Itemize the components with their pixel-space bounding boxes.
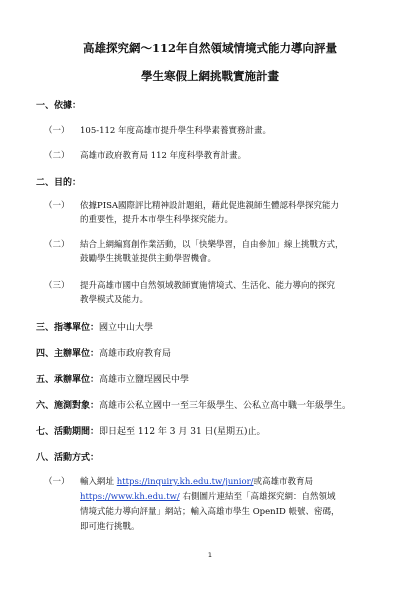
section-heading: 六、施測對象：: [36, 401, 100, 411]
item-text: 結合上網編寫創作業活動，以「快樂學習，自由參加」線上挑戰方式，: [80, 240, 344, 250]
item-text: 提升高雄市國中自然領域教師實施情境式、生活化、能力導向的探究: [80, 281, 336, 291]
page-number: 1: [207, 551, 213, 559]
section-heading: 四、主辦單位：: [36, 349, 100, 359]
section-purpose-heading: 二、目的：: [36, 178, 82, 188]
purpose-item-1: [44, 199, 339, 211]
item-label: （一）: [44, 477, 70, 487]
purpose-item-3: [44, 279, 335, 291]
section-value: 高雄市公私立國中一至三年級學生、公私立高中職一年級學生。: [99, 401, 352, 411]
method-item-1-line3: 情境式能力導向評量」網站；輸入高雄市學生 OpenID 帳號、密碼，: [80, 507, 340, 517]
item-text: 105-112 年度高雄市提升學生科學素養實務計畫。: [80, 126, 272, 136]
purpose-item-2: [44, 238, 344, 250]
section-activity-method-heading: 八、活動方式：: [36, 453, 100, 463]
purpose-item-2-cont: 鼓勵學生挑戰並提供主動學習機會。: [80, 254, 217, 264]
inquiry-site-link[interactable]: https://inquiry.kh.edu.tw/junior/: [116, 477, 254, 487]
item-text: 右側圖片連結至「高雄探究網：自然領域: [179, 492, 336, 502]
section-value: 即日起至 112 年 3 月 31 日(星期五)止。: [99, 427, 266, 437]
section-target-audience: [36, 398, 351, 411]
section-guidance-unit: [36, 320, 153, 333]
section-basis-heading: 一、依據：: [36, 101, 82, 111]
item-label: （二）: [44, 240, 70, 250]
basis-item-2: [44, 149, 246, 161]
education-bureau-link[interactable]: https://www.kh.edu.tw/: [80, 492, 180, 502]
section-heading: 三、指導單位：: [36, 323, 100, 333]
section-value: 國立中山大學: [99, 323, 154, 333]
item-label: （三）: [44, 281, 70, 291]
section-heading: 五、承辦單位：: [36, 375, 100, 385]
item-text: 依據PISA國際評比精神設計題組，藉此促進親師生體認科學探究能力: [80, 201, 340, 211]
section-value: 高雄市政府教育局: [99, 349, 172, 359]
method-item-1: [44, 475, 313, 487]
section-organizer-unit: [36, 346, 171, 359]
section-activity-period: [36, 424, 266, 437]
section-heading: 七、活動期間：: [36, 427, 100, 437]
document-subtitle: 學生寒假上網挑戰實施計畫: [141, 69, 279, 83]
purpose-item-1-cont: 的重要性，提升本市學生科學探究能力。: [80, 215, 234, 225]
method-item-1-line2: [80, 490, 335, 502]
item-text: 高雄市政府教育局 112 年度科學教育計畫。: [80, 151, 247, 161]
method-item-1-line4: 即可進行挑戰。: [80, 522, 140, 532]
item-label: （一）: [44, 201, 70, 211]
item-label: （一）: [44, 126, 70, 136]
purpose-item-3-cont: 教學模式及能力。: [80, 295, 149, 305]
item-text: 輸入網址: [80, 477, 117, 487]
item-label: （二）: [44, 151, 70, 161]
section-executing-unit: [36, 372, 189, 385]
item-text: 或高雄市教育局: [253, 477, 314, 487]
section-value: 高雄市立鹽埕國民中學: [99, 375, 190, 385]
basis-item-1: [44, 124, 271, 136]
document-title: 高雄探究網～112年自然領域情境式能力導向評量: [82, 41, 337, 55]
